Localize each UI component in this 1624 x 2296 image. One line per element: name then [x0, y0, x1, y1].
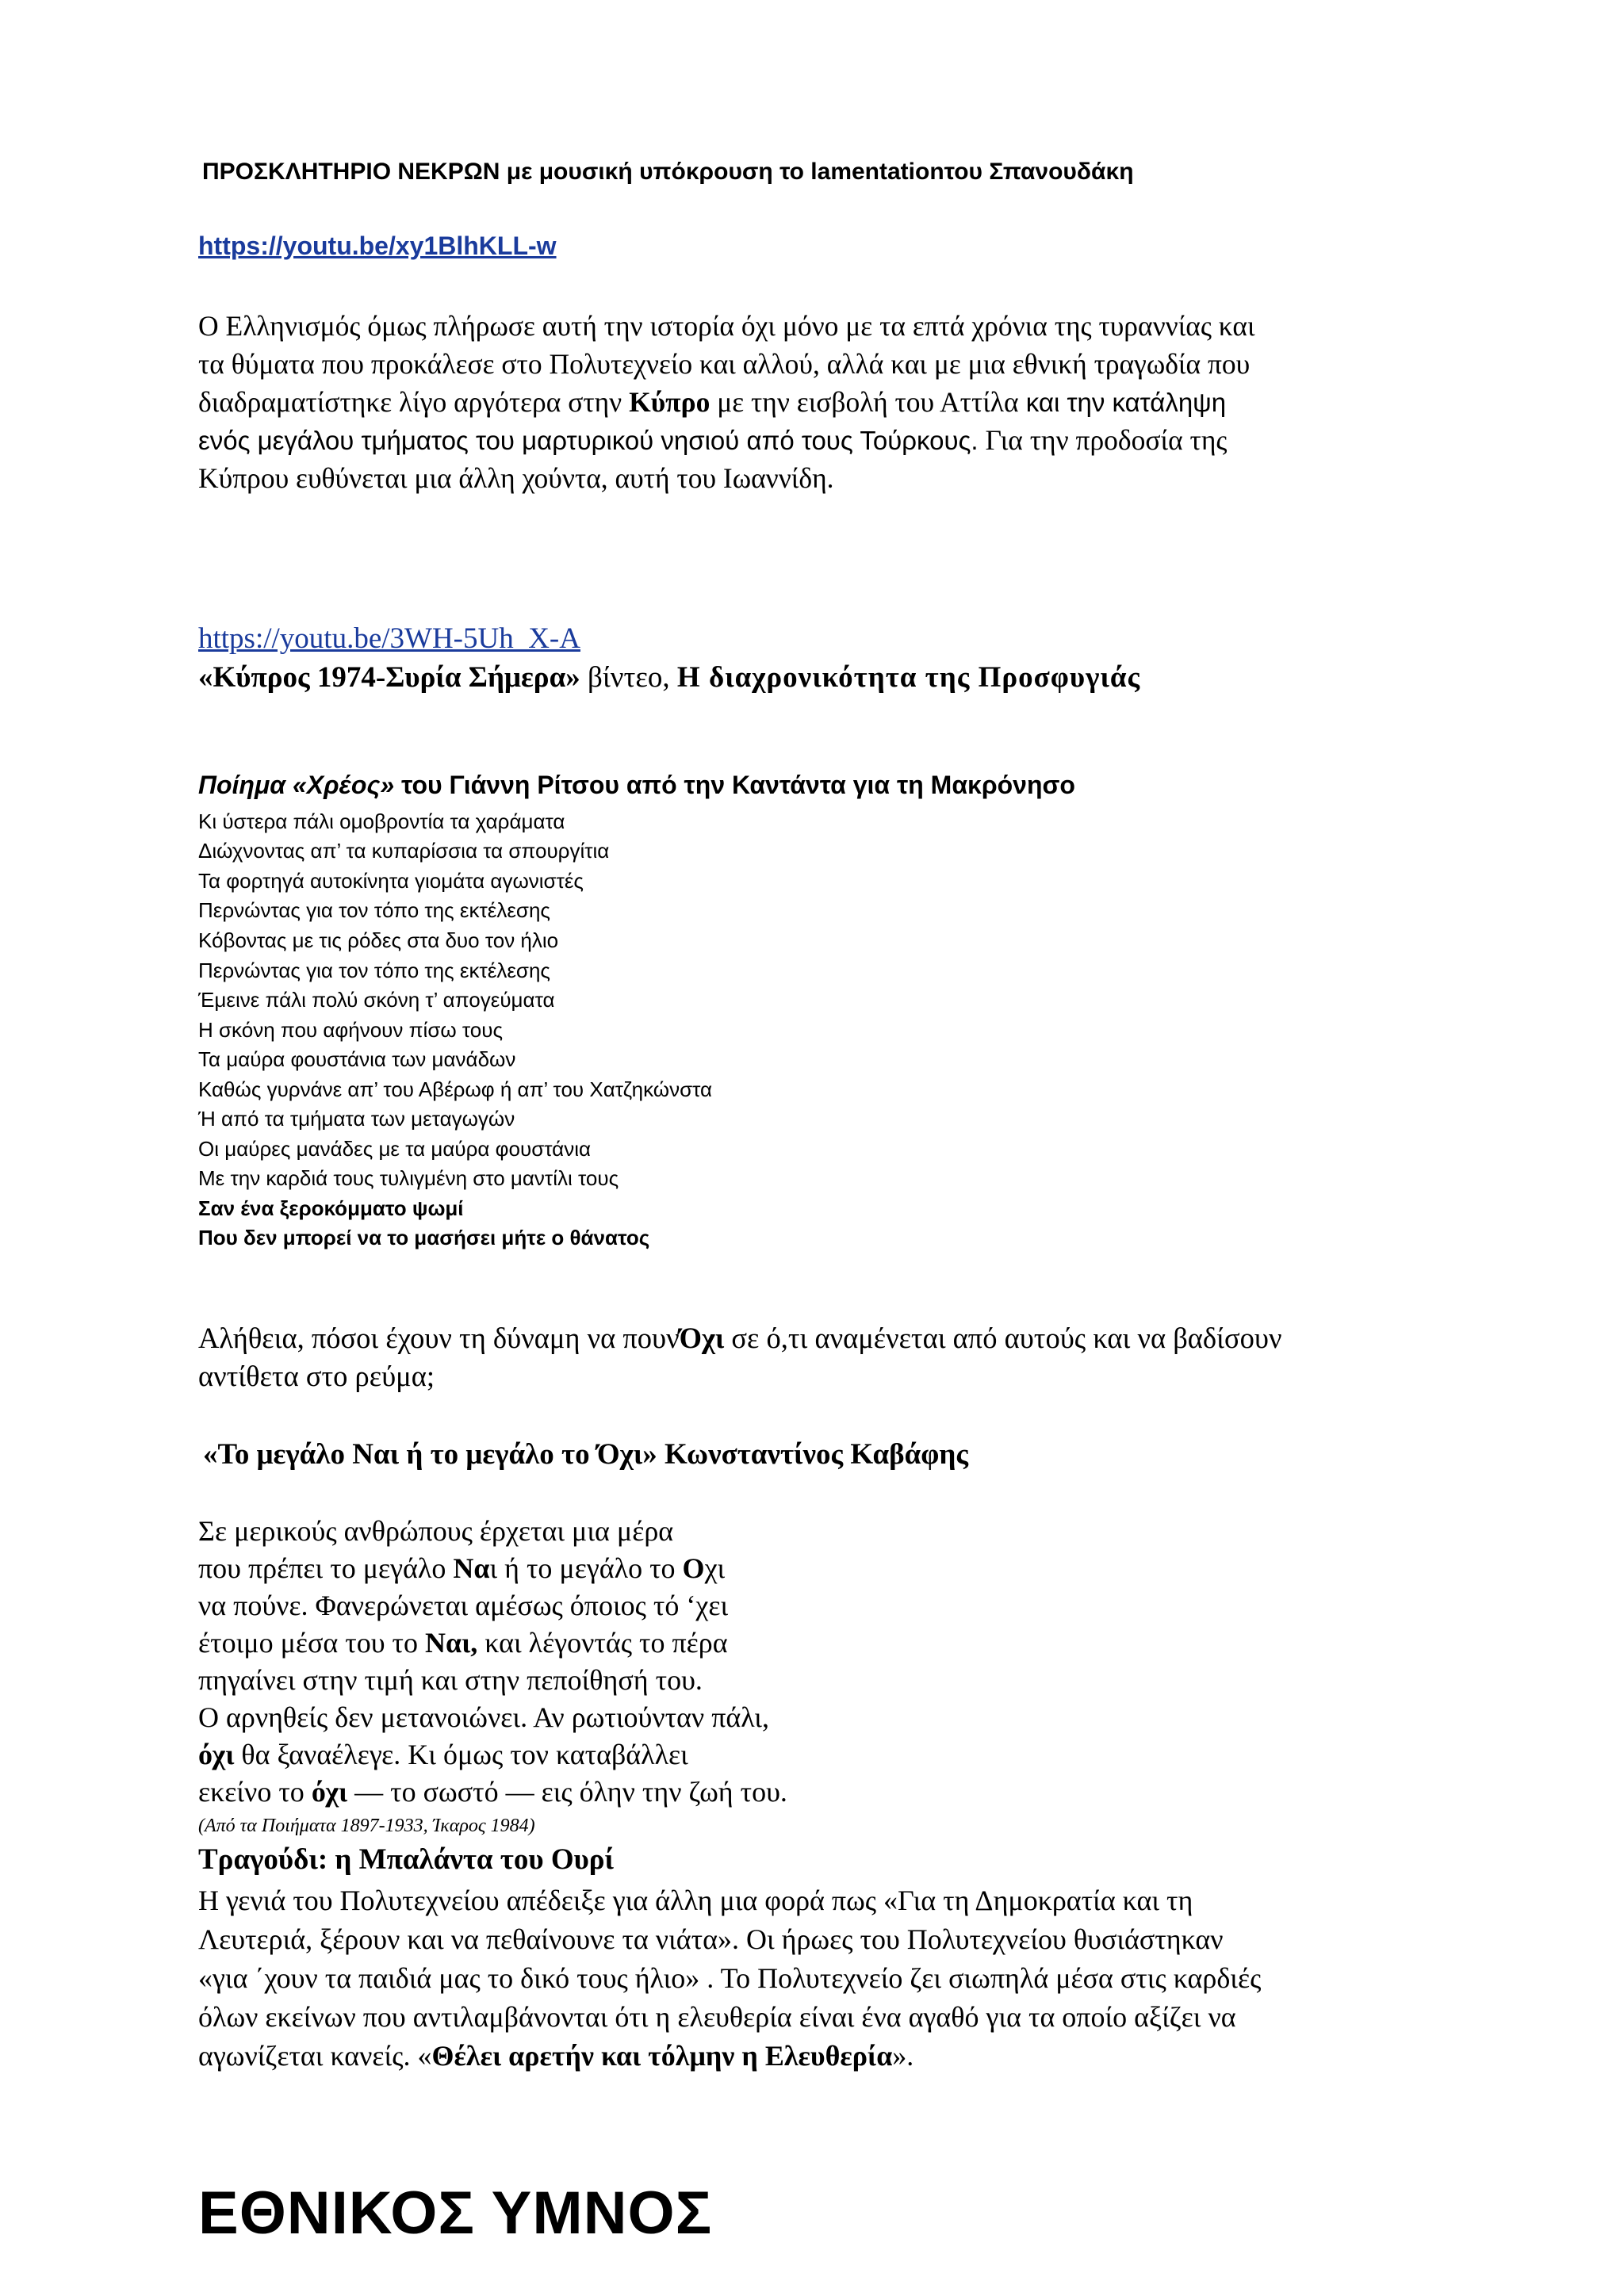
video-subtitle: Η διαχρονικότητα της Προσφυγιάς — [676, 661, 1141, 694]
poem-title-xreos — [198, 771, 1075, 800]
kavafis-text: που πρέπει το μεγάλο — [198, 1552, 454, 1584]
poem-line-bold: Που δεν μπορεί να το μασήσει μήτε ο θάνατος — [198, 1226, 650, 1249]
poem-line: Διώχνοντας απ’ τα κυπαρίσσια τα σπουργίτια — [198, 839, 610, 863]
poem-line: Περνώντας για τον τόπο της εκτέλεσης — [198, 959, 550, 982]
youtube-link-2[interactable]: https://youtu.be/3WH-5Uh_X-A — [198, 622, 580, 655]
video-line — [198, 660, 1140, 695]
para1-text: με την εισβολή του Αττίλα — [710, 386, 1019, 418]
kavafis-author: Κωνσταντίνος Καβάφης — [657, 1438, 968, 1471]
para1-line — [198, 383, 1429, 421]
para1-text: Για την προδοσία της — [978, 424, 1228, 456]
poem-line: Έμεινε πάλι πολύ σκόνη τ’ απογεύματα — [198, 988, 555, 1012]
oxi-bold: όχι — [198, 1739, 235, 1770]
youtube-link-1[interactable]: https://youtu.be/xy1BlhKLL-w — [198, 232, 557, 260]
heading-proskliterio: ΠΡΟΣΚΛΗΤΗΡΙΟ ΝΕΚΡΩΝ με μουσική υπόκρουση το lamentationτου Σπανουδάκη — [202, 159, 1134, 185]
final-line: «για ΄χουν τα παιδιά μας το δικό τους ήλιο» . Το Πολυτεχνείο ζει σιωπηλά μέσα στις καρδιές — [198, 1962, 1262, 1994]
poem-title-rest: του Γιάννη Ρίτσου από την Καντάντα για τη Μακρόνησο — [394, 771, 1075, 799]
final-text: ». — [892, 2040, 914, 2072]
kavafis-text: έτοιμο μέσα του το — [198, 1627, 426, 1659]
para1-line: Κύπρου ευθύνεται μια άλλη χούντα, αυτή του Ιωαννίδη. — [198, 462, 834, 494]
para1-text: ενός μεγάλου τμήματος του μαρτυρικού νησιού από τους Τούρκους. — [198, 426, 979, 455]
nai-bold: Να — [453, 1552, 490, 1584]
poem-line: Κόβοντας με τις ρόδες στα δυο τον ήλιο — [198, 928, 559, 952]
nai-bold: Ναι, — [425, 1627, 478, 1659]
para1-line: τα θύματα που προκάλεσε στο Πολυτεχνείο και αλλού, αλλά και με μια εθνική τραγωδία που — [198, 348, 1251, 380]
poem-line: Τα φορτηγά αυτοκίνητα γιομάτα αγωνιστές — [198, 869, 584, 893]
kavafis-text: χι — [704, 1552, 726, 1584]
oxi-bold: Ο — [682, 1552, 705, 1584]
video-title: «Κύπρος 1974-Συρία Σήμερα» — [198, 661, 580, 694]
cyprus-bold: Κύπρο — [629, 386, 710, 418]
kavafis-text: ι ή το μεγάλο το — [489, 1552, 683, 1584]
poem-line: Η σκόνη που αφήνουν πίσω τους — [198, 1018, 503, 1042]
poem-line: Με την καρδιά τους τυλιγμένη στο μαντίλι τους — [198, 1166, 619, 1190]
para1-line: Ο Ελληνισμός όμως πλήρωσε αυτή την ιστορία όχι μόνο με τα επτά χρόνια της τυραννίας και — [198, 310, 1255, 342]
para1-text: και την κατάληψη — [1018, 388, 1227, 417]
kavafis-line: πηγαίνει στην τιμή και στην πεποίθησή του. — [198, 1664, 703, 1696]
final-paragraph — [198, 1881, 1429, 2076]
poem-line: Οι μαύρες μανάδες με τα μαύρα φουστάνια — [198, 1137, 592, 1161]
final-line — [198, 2037, 1429, 2076]
kavafis-line — [198, 1738, 688, 1771]
kavafis-title — [203, 1437, 968, 1471]
kavafis-line: Ο αρνηθείς δεν μετανοιώνει. Αν ρωτιούνταν πάλι, — [198, 1701, 769, 1733]
question-line — [198, 1321, 1435, 1359]
anthem-heading: ΕΘΝΙΚΟΣ ΥΜΝΟΣ — [198, 2179, 713, 2247]
song-heading: Τραγούδι: η Μπαλάντα του Ουρί — [198, 1843, 615, 1876]
kavafis-line — [198, 1775, 787, 1808]
final-text: αγωνίζεται κανείς. « — [198, 2040, 432, 2072]
eleftheria-bold: Θέλει αρετήν και τόλμην η Ελευθερία — [431, 2040, 893, 2072]
kavafis-text: εκείνο το — [198, 1776, 312, 1808]
kavafis-line — [198, 1626, 728, 1659]
poem-line: Καθώς γυρνάνε απ’ του Αβέρωφ ή απ’ του Χατζηκώνστα — [198, 1077, 713, 1101]
kavafis-line: να πούνε. Φανερώνεται αμέσως όποιος τό ‘χει — [198, 1590, 729, 1621]
kavafis-text: — το σωστό — εις όλην την ζωή του. — [347, 1776, 787, 1808]
kavafis-line: Σε μερικούς ανθρώπους έρχεται μια μέρα — [198, 1515, 674, 1547]
poem-title-italic: Ποίημα «Χρέος» — [198, 771, 395, 799]
question-paragraph — [198, 1321, 1435, 1397]
poem-line: Περνώντας για τον τόπο της εκτέλεσης — [198, 898, 550, 922]
para1-text: διαδραματίστηκε λίγο αργότερα στην — [198, 386, 630, 418]
final-line: Λευτεριά, ξέρουν και να πεθαίνουνε τα νιάτα». Οι ήρωες του Πολυτεχνείου θυσιάστηκαν — [198, 1923, 1224, 1955]
video-word: βίντεο, — [580, 661, 677, 694]
poem-line: Τα μαύρα φουστάνια των μανάδων — [198, 1047, 516, 1071]
kavafis-source: (Από τα Ποιήματα 1897-1933, Ίκαρος 1984) — [198, 1816, 535, 1836]
poem-line: Ή από τα τμήματα των μεταγωγών — [198, 1107, 515, 1131]
question-text: Αλήθεια, πόσοι έχουν τη δύναμη να πουν — [198, 1322, 680, 1354]
kavafis-text: και λέγοντάς το πέρα — [477, 1627, 728, 1659]
final-line: Η γενιά του Πολυτεχνείου απέδειξε για άλλη μια φορά πως «Για τη Δημοκρατία και τη — [198, 1885, 1193, 1916]
oxi-bold: όχι — [311, 1776, 348, 1808]
question-line: αντίθετα στο ρεύμα; — [198, 1360, 435, 1392]
question-text: σε ό,τι αναμένεται από αυτούς και να βαδίσουν — [724, 1322, 1282, 1354]
paragraph-cyprus — [198, 307, 1429, 497]
final-line: όλων εκείνων που αντιλαμβάνονται ότι η ελευθερία είναι ένα αγαθό για τα οποίο αξίζει να — [198, 2001, 1236, 2033]
kavafis-poem-title: «Το μεγάλο Ναι ή το μεγάλο το Όχι» — [203, 1438, 657, 1471]
kavafis-line — [198, 1552, 725, 1585]
para1-line — [198, 421, 1429, 459]
oxi-bold: Όχι — [679, 1322, 725, 1354]
kavafis-text: θα ξαναέλεγε. Κι όμως τον καταβάλλει — [234, 1739, 688, 1770]
poem-line-bold: Σαν ένα ξεροκόμματο ψωμί — [198, 1196, 464, 1220]
poem-line: Κι ύστερα πάλι ομοβροντία τα χαράματα — [198, 809, 565, 833]
